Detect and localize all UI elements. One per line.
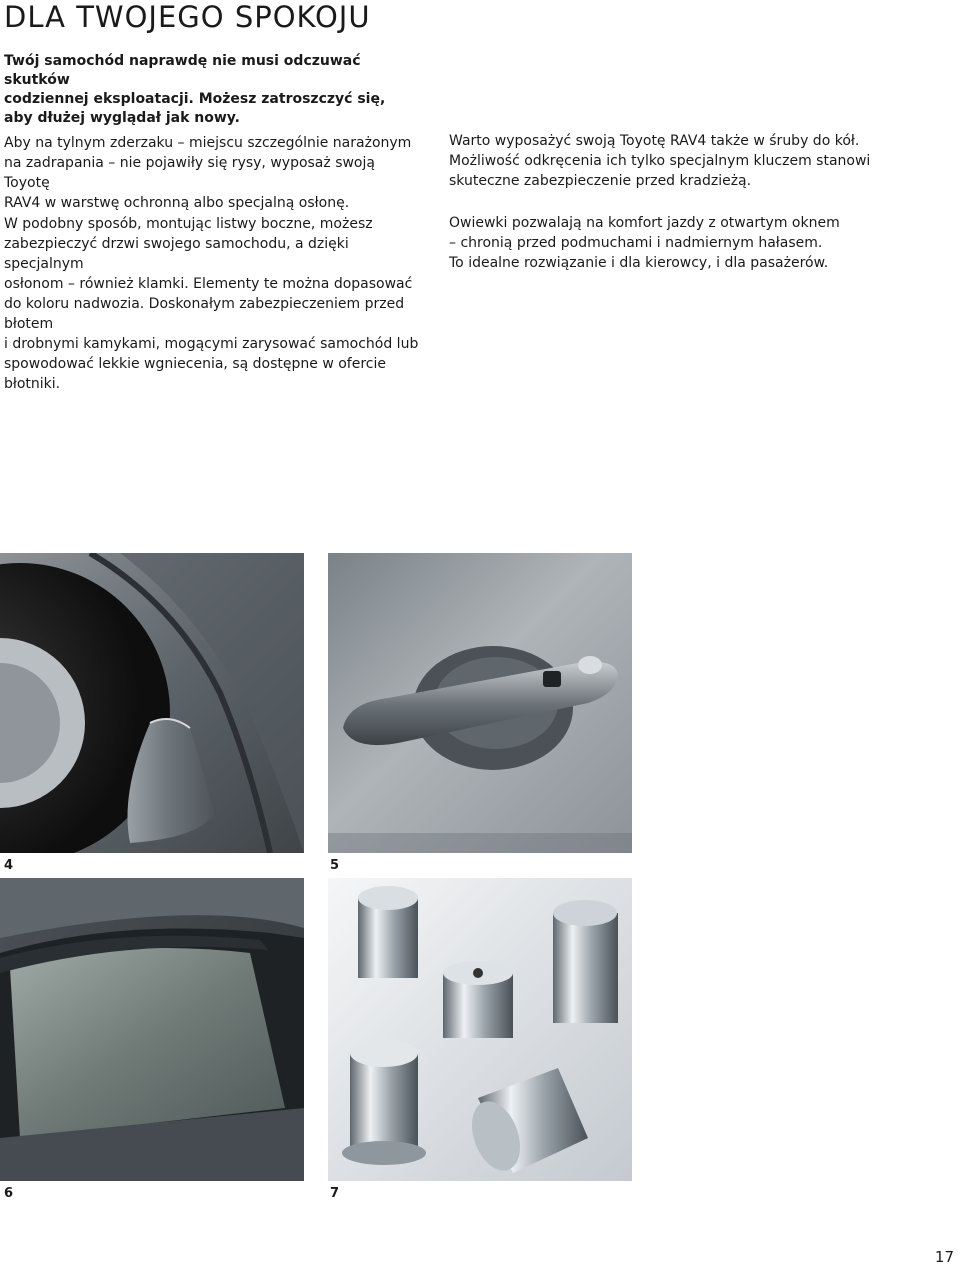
page-number: 17 xyxy=(934,1248,954,1266)
wind-deflectors-paragraph xyxy=(449,213,879,273)
text-line: do koloru nadwozia. Doskonałym zabezpieczeniem przed błotem xyxy=(4,296,405,332)
lead-line: aby dłużej wyglądał jak nowy. xyxy=(4,110,240,126)
lead-paragraph xyxy=(4,52,404,128)
text-line: skuteczne zabezpieczenie przed kradzieżą. xyxy=(449,173,752,189)
lead-line: codziennej eksploatacji. Możesz zatroszczyć się, xyxy=(4,91,386,107)
text-line: i drobnymi kamykami, mogącymi zarysować samochód lub xyxy=(4,336,419,352)
mudflap-photo xyxy=(0,553,304,853)
door-handle-photo xyxy=(328,553,632,853)
wheel-locks-paragraph xyxy=(449,131,879,191)
text-line: – chronią przed podmuchami i nadmiernym hałasem. xyxy=(449,235,823,251)
text-line: spowodować lekkie wgniecenia, są dostępne w ofercie błotniki. xyxy=(4,356,386,392)
text-line: W podobny sposób, montując listwy boczne, możesz xyxy=(4,216,373,232)
bumper-protection-paragraph xyxy=(4,133,424,213)
text-line: na zadrapania – nie pojawiły się rysy, wyposaż swoją Toyotę xyxy=(4,155,375,191)
photo-caption-5: 5 xyxy=(330,858,340,873)
photo-caption-6: 6 xyxy=(4,1186,14,1201)
text-line: Warto wyposażyć swoją Toyotę RAV4 także w śruby do kół. xyxy=(449,133,860,149)
photo-caption-4: 4 xyxy=(4,858,14,873)
text-line: Aby na tylnym zderzaku – miejscu szczególnie narażonym xyxy=(4,135,412,151)
wheel-locks-photo xyxy=(328,878,632,1181)
text-line: RAV4 w warstwę ochronną albo specjalną osłonę. xyxy=(4,195,350,211)
text-line: osłonom – również klamki. Elementy te można dopasować xyxy=(4,276,413,292)
wind-deflector-photo xyxy=(0,878,304,1181)
text-line: To idealne rozwiązanie i dla kierowcy, i dla pasażerów. xyxy=(449,255,829,271)
text-line: Owiewki pozwalają na komfort jazdy z otwartym oknem xyxy=(449,215,840,231)
text-line: zabezpieczyć drzwi swojego samochodu, a dzięki specjalnym xyxy=(4,236,349,272)
side-moulding-paragraph xyxy=(4,214,424,394)
photo-caption-7: 7 xyxy=(330,1186,340,1201)
page-title: DLA TWOJEGO SPOKOJU xyxy=(4,0,371,34)
lead-line: Twój samochód naprawdę nie musi odczuwać skutków xyxy=(4,53,361,88)
text-line: Możliwość odkręcenia ich tylko specjalnym kluczem stanowi xyxy=(449,153,871,169)
